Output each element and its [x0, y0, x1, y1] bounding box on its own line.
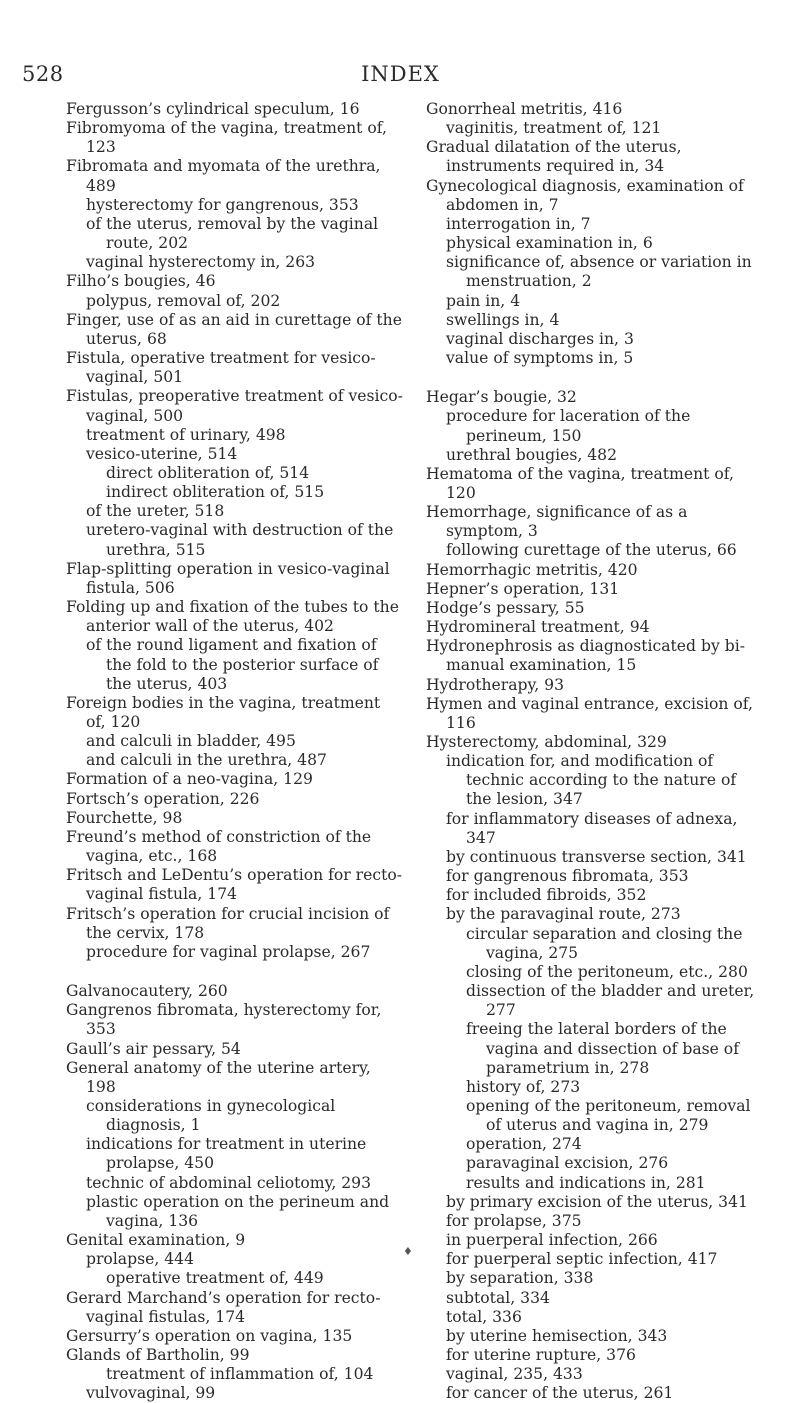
index-entry: Gangrenos fibromata, hysterectomy for, 353 [66, 1001, 382, 1039]
index-subentry: freeing the lateral borders of the vagina and dissection of base of parametrium in, 278 [466, 1020, 739, 1077]
index-subentry: total, 336 [446, 1307, 522, 1326]
index-entry: Gynecological diagnosis, examination of abdomen in, 7 [426, 176, 744, 214]
index-entry: Fritsch’s operation for crucial incision of the cervix, 178 [66, 904, 390, 942]
index-entry: Glands of Bartholin, 99 [66, 1346, 250, 1364]
index-column-left [66, 100, 404, 1403]
index-subentry: interrogation in, 7 [446, 214, 591, 233]
index-entry: Fourchette, 98 [66, 808, 183, 827]
index-subentry: treatment of urinary, 498 [86, 425, 286, 444]
index-entry: Hemorrhagic metritis, 420 [426, 560, 638, 579]
index-subentry: pain in, 4 [446, 291, 521, 310]
index-subentry: by separation, 338 [446, 1269, 594, 1288]
index-subentry: vaginal hysterectomy in, 263 [86, 253, 316, 272]
index-entry: Freund’s method of constriction of the vagina, etc., 168 [66, 827, 372, 866]
index-subentry: vaginal, 235, 433 [446, 1365, 583, 1384]
index-entry: Hegar’s bougie, 32 [426, 388, 577, 407]
index-subentry: and calculi in the urethra, 487 [86, 751, 327, 770]
index-subentry: procedure for laceration of the perineum, 150 [446, 407, 691, 445]
letter-group-gap [426, 368, 766, 388]
index-entry: Gaull’s air pessary, 54 [66, 1039, 241, 1058]
index-subentry: vulvovaginal, 99 [86, 1384, 216, 1403]
index-entry: Galvanocautery, 260 [66, 982, 228, 1001]
index-subentry: closing of the peritoneum, etc., 280 [466, 962, 748, 981]
index-subentry: paravaginal excision, 276 [466, 1154, 669, 1173]
index-entry: Filho’s bougies, 46 [66, 272, 216, 291]
index-subentry: for included fibroids, 352 [446, 886, 647, 905]
index-subentry: for prolapse, 375 [446, 1211, 582, 1230]
index-entry: Gerard Marchand’s operation for recto-vaginal fistulas, 174 [66, 1288, 381, 1326]
index-subentry: subtotal, 334 [446, 1288, 550, 1307]
index-entry: Hysterectomy, abdominal, 329 [426, 733, 667, 751]
index-subentry: hysterectomy for gangrenous, 353 [86, 195, 359, 214]
index-subentry: uretero-vaginal with destruction of the urethra, 515 [86, 521, 394, 559]
index-entry: Gersurry’s operation on vagina, 135 [66, 1326, 353, 1345]
index-entry: Gonorrheal metritis, 416 [426, 100, 623, 118]
index-entry: Hydrotherapy, 93 [426, 675, 564, 694]
index-subentry: procedure for vaginal prolapse, 267 [86, 942, 371, 961]
index-subentry: plastic operation on the perineum and vagina, 136 [86, 1192, 390, 1230]
index-subentry: dissection of the bladder and ureter, 277 [466, 982, 755, 1020]
index-subentry: considerations in gynecological diagnosis, 1 [86, 1096, 336, 1135]
index-entry: Hymen and vaginal entrance, excision of, 116 [426, 694, 753, 732]
printer-mark: ♦ [403, 1245, 413, 1258]
index-subentry: swellings in, 4 [446, 310, 560, 329]
index-entry: Fistula, operative treatment for vesico-vaginal, 501 [66, 349, 376, 387]
index-subentry: for inflammatory diseases of adnexa, 347 [446, 809, 738, 847]
index-subentry: direct obliteration of, 514 [106, 463, 310, 482]
index-entry: Fritsch and LeDentu’s operation for recto-vaginal fistula, 174 [66, 866, 403, 904]
index-entry: Hematoma of the vagina, treatment of, 120 [426, 464, 734, 502]
index-subentry: vaginal discharges in, 3 [446, 329, 634, 348]
index-entry: Fortsch’s operation, 226 [66, 789, 260, 808]
index-subentry: operative treatment of, 449 [106, 1269, 324, 1288]
index-subentry: polypus, removal of, 202 [86, 291, 281, 310]
index-subentry: technic of abdominal celiotomy, 293 [86, 1173, 371, 1192]
index-subentry: treatment of inflammation of, 104 [106, 1365, 374, 1384]
index-entry: Hodge’s pessary, 55 [426, 598, 585, 617]
index-subentry: history of, 273 [466, 1077, 581, 1096]
index-entry: Fibromyoma of the vagina, treatment of, 123 [66, 119, 387, 157]
index-subentry: for gangrenous fibromata, 353 [446, 867, 689, 886]
index-entry: Foreign bodies in the vagina, treatment of, 120 [66, 693, 381, 731]
index-subentry: vaginitis, treatment of, 121 [446, 119, 662, 138]
index-subentry: of the round ligament and fixation of the fold to the posterior surface of the uterus, 403 [86, 636, 379, 693]
page-header [0, 62, 801, 86]
letter-group-gap [66, 962, 404, 982]
index-subentry: vesico-uterine, 514 [86, 444, 238, 463]
index-entry: Fibromata and myomata of the urethra, 489 [66, 157, 381, 195]
index-entry: Hydromineral treatment, 94 [426, 618, 650, 637]
index-entry: General anatomy of the uterine artery, 198 [66, 1058, 371, 1096]
index-entry: Hydronephrosis as diagnosticated by bi-manual examination, 15 [426, 637, 745, 675]
index-subentry: by continuous transverse section, 341 [446, 847, 747, 866]
index-subentry: value of symptoms in, 5 [446, 349, 634, 368]
index-subentry: in puerperal infection, 266 [446, 1231, 658, 1250]
index-subentry: indication for, and modification of technic according to the nature of the lesion, 347 [446, 752, 737, 809]
page-number: 528 [22, 62, 64, 86]
index-subentry: by primary excision of the uterus, 341 [446, 1192, 748, 1211]
index-subentry: results and indications in, 281 [466, 1173, 706, 1192]
index-entry: Genital examination, 9 [66, 1231, 246, 1250]
index-subentry: urethral bougies, 482 [446, 445, 618, 464]
index-subentry: operation, 274 [466, 1135, 582, 1154]
index-subentry: opening of the peritoneum, removal of uterus and vagina in, 279 [466, 1096, 751, 1135]
index-subentry: for cancer of the uterus, 261 [446, 1384, 674, 1403]
index-subentry: indirect obliteration of, 515 [106, 483, 325, 502]
running-title: INDEX [361, 62, 440, 86]
index-subentry: by the paravaginal route, 273 [446, 905, 681, 924]
index-subentry: of the uterus, removal by the vaginal route, 202 [86, 214, 379, 253]
index-subentry: for uterine rupture, 376 [446, 1346, 636, 1364]
index-entry: Finger, use of as an aid in curettage of the uterus, 68 [66, 310, 402, 348]
index-subentry: circular separation and closing the vagina, 275 [466, 924, 743, 962]
index-subentry: for puerperal septic infection, 417 [446, 1250, 718, 1269]
index-entry: Hemorrhage, significance of as a symptom, 3 [426, 503, 688, 541]
index-entry: Gradual dilatation of the uterus, instruments required in, 34 [426, 138, 682, 176]
index-entry: Formation of a neo-vagina, 129 [66, 770, 313, 789]
index-entry: Fistulas, preoperative treatment of vesico-vaginal, 500 [66, 387, 403, 425]
index-subentry: of the ureter, 518 [86, 502, 225, 521]
index-subentry: by uterine hemisection, 343 [446, 1326, 668, 1345]
index-entry: Folding up and fixation of the tubes to the anterior wall of the uterus, 402 [66, 598, 399, 636]
index-subentry: and calculi in bladder, 495 [86, 732, 296, 751]
index-entry: Hepner’s operation, 131 [426, 579, 620, 598]
index-subentry: indications for treatment in uterine prolapse, 450 [86, 1135, 367, 1173]
index-column-right [426, 100, 766, 1403]
index-subentry: following curettage of the uterus, 66 [446, 541, 737, 560]
index-entry: Flap-splitting operation in vesico-vaginal fistula, 506 [66, 559, 390, 597]
index-entry: Fergusson’s cylindrical speculum, 16 [66, 100, 360, 118]
index-subentry: physical examination in, 6 [446, 234, 653, 253]
index-subentry: prolapse, 444 [86, 1250, 194, 1269]
index-subentry: significance of, absence or variation in menstruation, 2 [446, 253, 752, 291]
